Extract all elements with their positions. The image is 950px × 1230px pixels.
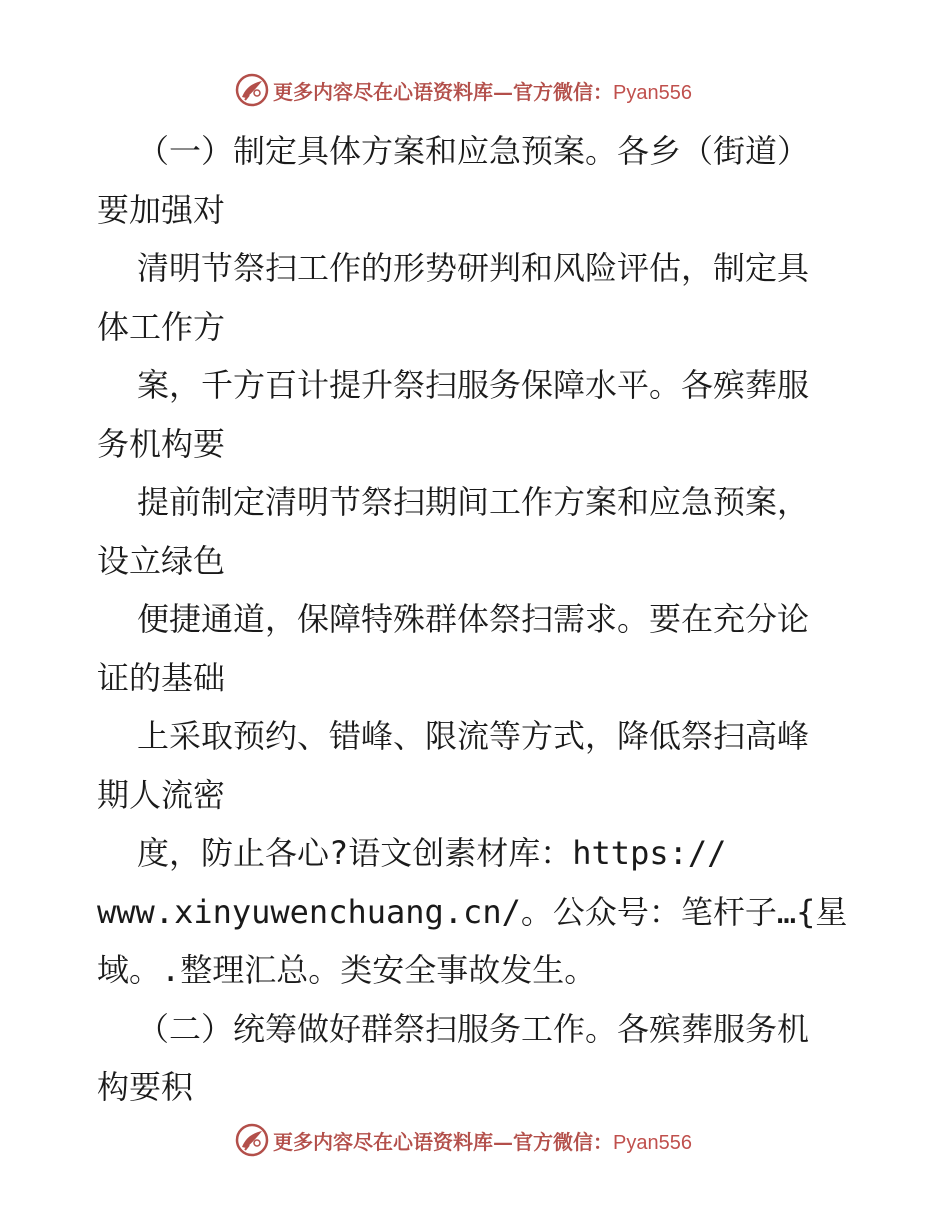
body-line: 务机构要 — [97, 424, 226, 463]
body-line: 度，防止各心?语文创素材库：https:// — [137, 834, 727, 872]
header-brand: 更多内容尽在心语资料库 — [273, 79, 493, 104]
body-line: www.xinyuwenchuang.cn/。公众号：笔杆子…{星 — [97, 892, 848, 931]
header-watermark-text — [273, 76, 692, 105]
pen-logo-icon — [235, 73, 269, 107]
header-wechat-label: 官方微信： — [513, 79, 613, 104]
body-line: 设立绿色 — [97, 541, 226, 580]
body-line: 提前制定清明节祭扫期间工作方案和应急预案， — [137, 483, 810, 521]
footer-wechat-id: Pyan556 — [613, 1131, 692, 1154]
footer-watermark — [235, 1122, 715, 1158]
body-line: 证的基础 — [97, 658, 226, 697]
body-line: 案，千方百计提升祭扫服务保障水平。各殡葬服 — [137, 366, 810, 404]
body-line: 域。.整理汇总。类安全事故发生。 — [97, 951, 597, 989]
body-line: 构要积 — [97, 1068, 194, 1106]
footer-brand: 更多内容尽在心语资料库 — [273, 1129, 493, 1154]
pen-logo-icon — [235, 1123, 269, 1157]
body-line: 便捷通道，保障特殊群体祭扫需求。要在充分论 — [137, 600, 810, 638]
body-line: 期人流密 — [97, 775, 226, 814]
body-line: 体工作方 — [97, 307, 226, 346]
header-dash: — — [493, 79, 513, 104]
footer-wechat-label: 官方微信： — [513, 1129, 613, 1154]
body-line: （二）统筹做好群祭扫服务工作。各殡葬服务机 — [137, 1009, 810, 1048]
body-line: 要加强对 — [97, 190, 226, 229]
body-line: 上采取预约、错峰、限流等方式，降低祭扫高峰 — [137, 717, 810, 755]
footer-watermark-text — [273, 1126, 692, 1155]
body-line: （一）制定具体方案和应急预案。各乡（街道） — [137, 132, 810, 170]
body-text — [97, 122, 857, 1117]
header-watermark — [235, 72, 715, 108]
footer-dash: — — [493, 1129, 513, 1154]
header-wechat-id: Pyan556 — [613, 81, 692, 104]
body-line: 清明节祭扫工作的形势研判和风险评估，制定具 — [137, 249, 810, 287]
